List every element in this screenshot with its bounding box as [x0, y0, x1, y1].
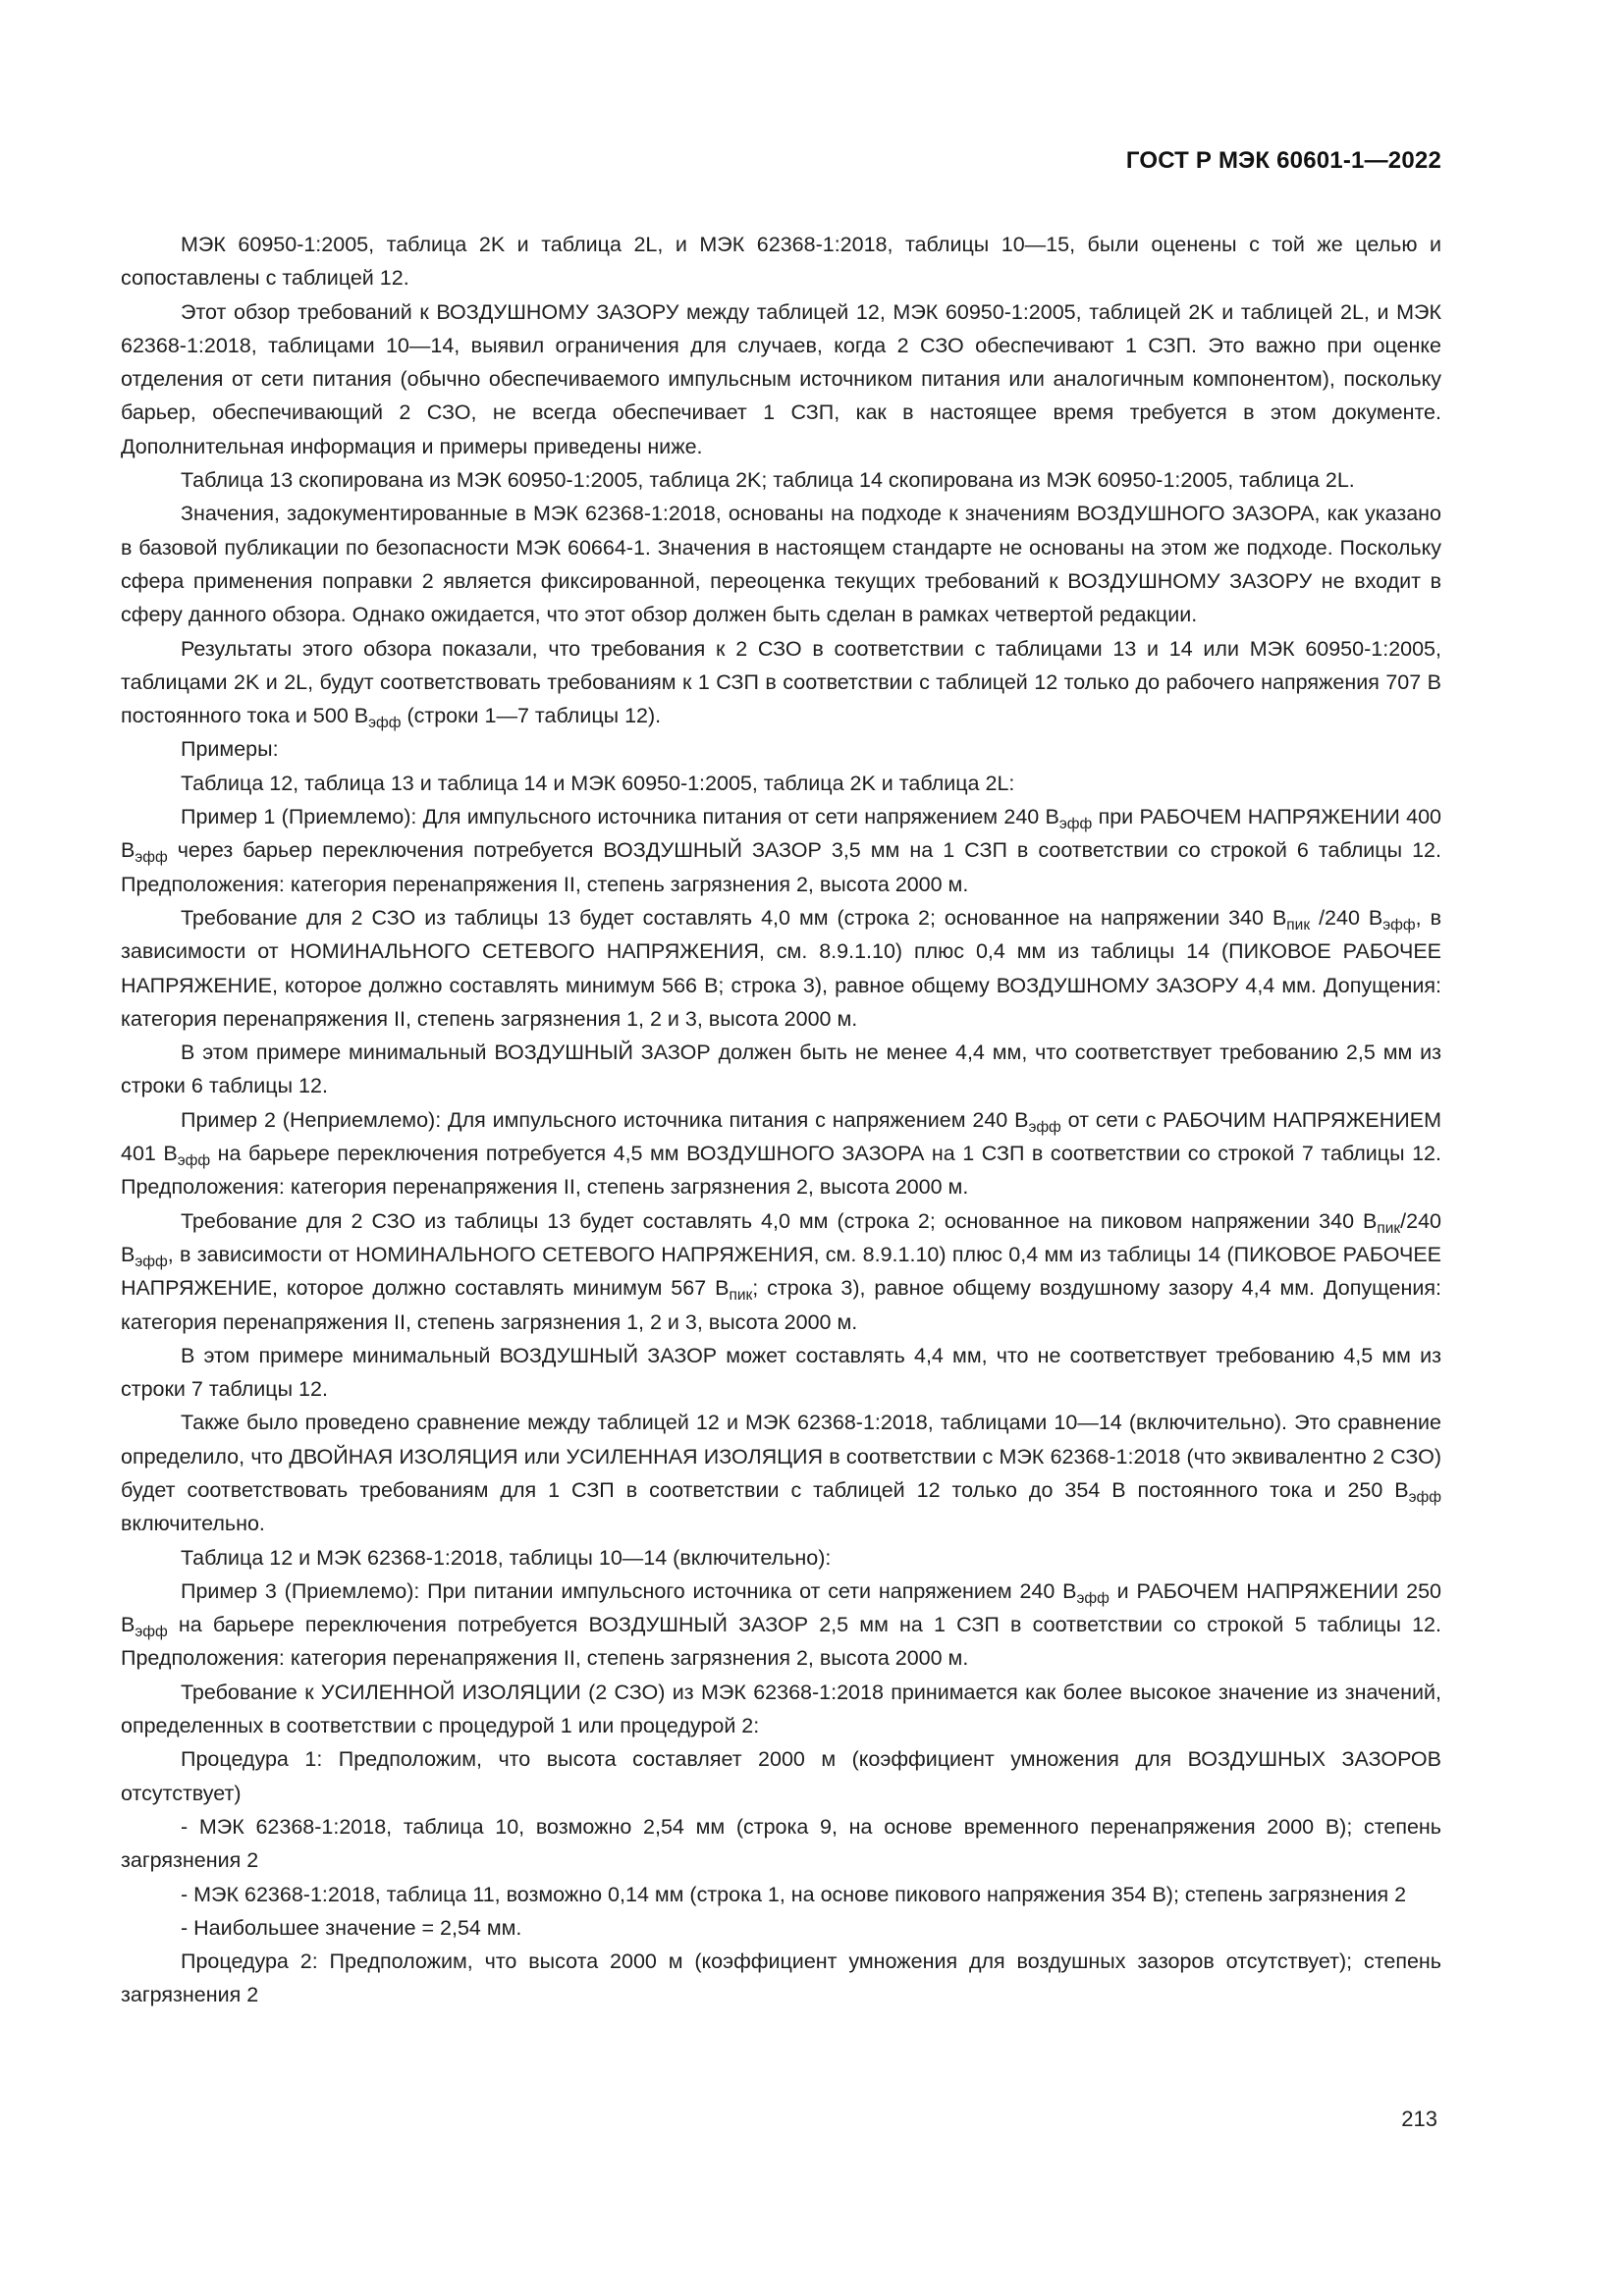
paragraph: Требование к УСИЛЕННОЙ ИЗОЛЯЦИИ (2 СЗО) из МЭК 62368-1:2018 принимается как более высокое значение из значений, определенных в соответствии с процедурой 1 или процедурой 2: [121, 1680, 1441, 1738]
paragraph: Пример 2 (Неприемлемо): Для импульсного источника питания с напряжением 240 $В_{эфф}$ от сети с РАБОЧИМ НАПРЯЖЕНИЕМ 401 $В_{эфф}$ на барьере переключения потребуется 4,5 мм ВОЗДУШНОГО ЗАЗОРА на 1 СЗП в соответствии со строкой 7 таблицы 12. Предположения: категория перенапряжения II, степень загрязнения 2, высота 2000 м. [121, 1107, 1441, 1200]
paragraph: Таблица 12, таблица 13 и таблица 14 и МЭК 60950-1:2005, таблица 2K и таблица 2L: [181, 771, 1015, 795]
page-number: 213 [1401, 2107, 1437, 2131]
paragraph: Требование для 2 СЗО из таблицы 13 будет составлять 4,0 мм (строка 2; основанное на напряжении 340 $В_{пик}$ /240 $В_{эфф}$, в зависимости от НОМИНАЛЬНОГО СЕТЕВОГО НАПРЯЖЕНИЯ, см. 8.9.1.10) плюс 0,4 мм из таблицы 14 (ПИКОВОЕ РАБОЧЕЕ НАПРЯЖЕНИЕ, которое должно составлять минимум 566 В; строка 3), равное общему ВОЗДУШНОМУ ЗАЗОРУ 4,4 мм. Допущения: категория перенапряжения II, степень загрязнения 1, 2 и 3, высота 2000 м. [121, 905, 1441, 1031]
paragraph: Пример 1 (Приемлемо): Для импульсного источника питания от сети напряжением 240 $В_{эфф}$ при РАБОЧЕМ НАПРЯЖЕНИИ 400 $В_{эфф}$ через барьер переключения потребуется ВОЗДУШНЫЙ ЗАЗОР 3,5 мм на 1 СЗП в соответствии со строкой 6 таблицы 12. Предположения: категория перенапряжения II, степень загрязнения 2, высота 2000 м. [121, 805, 1441, 896]
paragraph: В этом примере минимальный ВОЗДУШНЫЙ ЗАЗОР может составлять 4,4 мм, что не соответствует требованию 4,5 мм из строки 7 таблицы 12. [121, 1343, 1441, 1402]
paragraph: Результаты этого обзора показали, что требования к 2 СЗО в соответствии с таблицами 13 и 14 или МЭК 60950-1:2005, таблицами 2K и 2L, будут соответствовать требованиям к 1 СЗП в соответствии с таблицей 12 только до рабочего напряжения 707 В постоянного тока и 500 $В_{эфф}$ (строки 1—7 таблицы 12). [121, 636, 1441, 732]
paragraph: - МЭК 62368-1:2018, таблица 11, возможно 0,14 мм (строка 1, на основе пикового напряжения 354 В); степень загрязнения 2 [181, 1882, 1407, 1906]
standard-header: ГОСТ Р МЭК 60601-1—2022 [1125, 147, 1441, 174]
paragraph: Значения, задокументированные в МЭК 62368-1:2018, основаны на подходе к значениям ВОЗДУШНОГО ЗАЗОРА, как указано в базовой публикации по безопасности МЭК 60664-1. Значения в настоящем стандарте не основаны на этом же подходе. Поскольку сфера применения поправки 2 является фиксированной, переоценка текущих требований к ВОЗДУШНОМУ ЗАЗОРУ не входит в сферу данного обзора. Однако ожидается, что этот обзор должен быть сделан в рамках четвертой редакции. [121, 502, 1441, 627]
paragraph: Таблица 12 и МЭК 62368-1:2018, таблицы 10—14 (включительно): [181, 1545, 832, 1570]
paragraph: - Наибольшее значение = 2,54 мм. [181, 1915, 522, 1940]
paragraph: - МЭК 62368-1:2018, таблица 10, возможно 2,54 мм (строка 9, на основе временного перенапряжения 2000 В); степень загрязнения 2 [121, 1814, 1441, 1873]
paragraph: Требование для 2 СЗО из таблицы 13 будет составлять 4,0 мм (строка 2; основанное на пиковом напряжении 340 $В_{пик}/240$ $В_{эфф}$, в зависимости от НОМИНАЛЬНОГО СЕТЕВОГО НАПРЯЖЕНИЯ, см. 8.9.1.10) плюс 0,4 мм из таблицы 14 (ПИКОВОЕ РАБОЧЕЕ НАПРЯЖЕНИЕ, которое должно составлять минимум 567 $В_{пик}$; строка 3), равное общему воздушному зазору 4,4 мм. Допущения: категория перенапряжения II, степень загрязнения 1, 2 и 3, высота 2000 м. [121, 1208, 1441, 1334]
paragraph: Этот обзор требований к ВОЗДУШНОМУ ЗАЗОРУ между таблицей 12, МЭК 60950-1:2005, таблицей 2K и таблицей 2L, и МЭК 62368-1:2018, таблицами 10—14, выявил ограничения для случаев, когда 2 СЗО обеспечивают 1 СЗП. Это важно при оценке отделения от сети питания (обычно обеспечиваемого импульсным источником питания или аналогичным компонентом), поскольку барьер, обеспечивающий 2 СЗО, не всегда обеспечивает 1 СЗП, как в настоящее время требуется в этом документе. Дополнительная информация и примеры приведены ниже. [121, 299, 1441, 458]
paragraph: МЭК 60950-1:2005, таблица 2K и таблица 2L, и МЭК 62368-1:2018, таблицы 10—15, были оценены с той же целью и сопоставлены с таблицей 12. [121, 233, 1441, 291]
body-text [121, 228, 1441, 2012]
paragraph: Также было проведено сравнение между таблицей 12 и МЭК 62368-1:2018, таблицами 10—14 (включительно). Это сравнение определило, что ДВОЙНАЯ ИЗОЛЯЦИЯ или УСИЛЕННАЯ ИЗОЛЯЦИЯ в соответствии с МЭК 62368-1:2018 (что эквивалентно 2 СЗО) будет соответствовать требованиям для 1 СЗП в соответствии с таблицей 12 только до 354 В постоянного тока и 250 $В_{эфф}$ включительно. [121, 1411, 1441, 1536]
paragraph: Процедура 1: Предположим, что высота составляет 2000 м (коэффициент умножения для ВОЗДУШНЫХ ЗАЗОРОВ отсутствует) [121, 1747, 1441, 1805]
paragraph: В этом примере минимальный ВОЗДУШНЫЙ ЗАЗОР должен быть не менее 4,4 мм, что соответствует требованию 2,5 мм из строки 6 таблицы 12. [121, 1041, 1441, 1098]
paragraph: Таблица 13 скопирована из МЭК 60950-1:2005, таблица 2K; таблица 14 скопирована из МЭК 60950-1:2005, таблица 2L. [181, 468, 1355, 493]
paragraph: Пример 3 (Приемлемо): При питании импульсного источника от сети напряжением 240 $В_{эфф}$ и РАБОЧЕМ НАПРЯЖЕНИИ 250 $В_{эфф}$ на барьере переключения потребуется ВОЗДУШНЫЙ ЗАЗОР 2,5 мм на 1 СЗП в соответствии со строкой 5 таблицы 12. Предположения: категория перенапряжения II, степень загрязнения 2, высота 2000 м. [121, 1578, 1441, 1671]
paragraph: Примеры: [181, 737, 279, 762]
paragraph: Процедура 2: Предположим, что высота 2000 м (коэффициент умножения для воздушных зазоров отсутствует); степень загрязнения 2 [121, 1949, 1441, 2007]
